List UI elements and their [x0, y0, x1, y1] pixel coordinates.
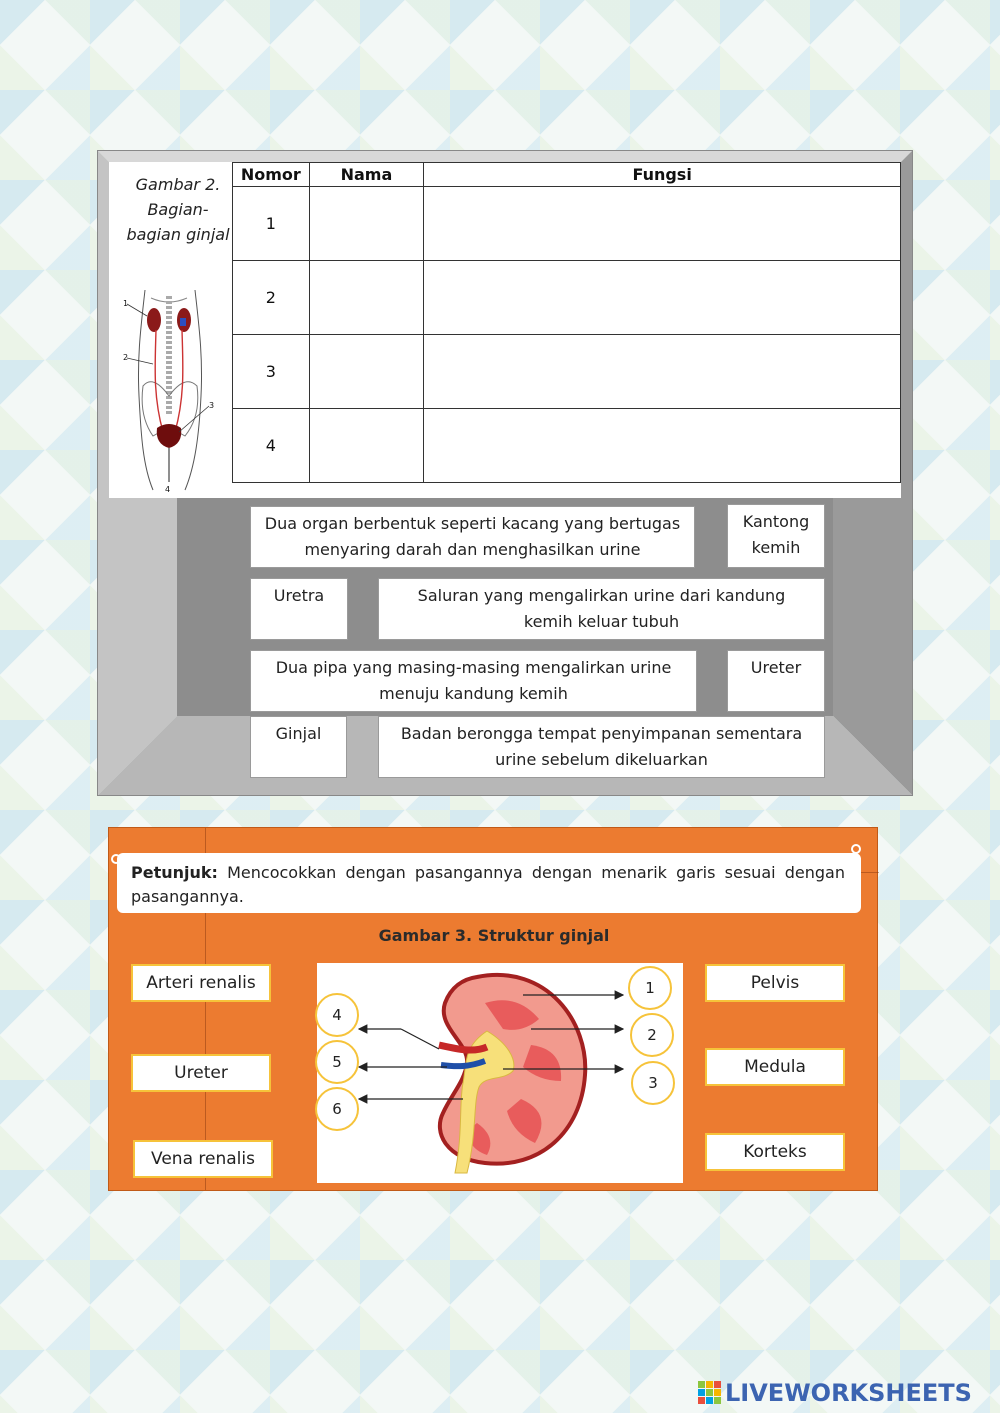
table-row [233, 409, 901, 483]
kidney-cross-section [317, 963, 683, 1183]
liveworksheets-logo [698, 1378, 972, 1408]
row-number: 2 [233, 261, 310, 335]
parts-table [232, 162, 901, 483]
number-circle-5: 5 [315, 1040, 359, 1084]
drop-zone-fungsi[interactable] [424, 335, 901, 409]
drag-card-ureter[interactable]: Ureter [727, 650, 825, 712]
drop-zone-nama[interactable] [309, 187, 424, 261]
diagram-label-3: 3 [209, 401, 215, 410]
label-korteks[interactable]: Korteks [705, 1133, 845, 1171]
label-vena-renalis[interactable]: Vena renalis [133, 1140, 273, 1178]
drag-card-desc-uretra[interactable]: Saluran yang mengalirkan urine dari kandung kemih keluar tubuh [378, 578, 825, 640]
drag-card-desc-ureter[interactable]: Dua pipa yang masing-masing mengalirkan urine menuju kandung kemih [250, 650, 697, 712]
diagram-label-2: 2 [123, 353, 129, 362]
table-row [233, 187, 901, 261]
label-arteri-renalis[interactable]: Arteri renalis [131, 964, 271, 1002]
drop-zone-fungsi[interactable] [424, 187, 901, 261]
instruction-label: Petunjuk: [131, 863, 218, 882]
drag-card-ginjal[interactable]: Ginjal [250, 716, 347, 778]
drop-zone-nama[interactable] [309, 335, 424, 409]
drop-zone-fungsi[interactable] [424, 261, 901, 335]
row-number: 3 [233, 335, 310, 409]
table-header-row [233, 163, 901, 187]
parts-panel [109, 162, 901, 498]
header-nama: Nama [309, 163, 424, 187]
drag-card-desc-kantong-kemih[interactable]: Badan berongga tempat penyimpanan sementara urine sebelum dikeluarkan [378, 716, 825, 778]
row-number: 1 [233, 187, 310, 261]
diagram-label-4: 4 [165, 485, 171, 494]
number-circle-2: 2 [630, 1013, 674, 1057]
instruction-scroll [117, 853, 861, 913]
drag-card-uretra[interactable]: Uretra [250, 578, 348, 640]
drop-zone-fungsi[interactable] [424, 409, 901, 483]
number-circle-6: 6 [315, 1087, 359, 1131]
drop-zone-nama[interactable] [309, 409, 424, 483]
liveworksheets-mark-icon [698, 1381, 722, 1405]
label-pelvis[interactable]: Pelvis [705, 964, 845, 1002]
header-nomor: Nomor [233, 163, 310, 187]
table-row [233, 335, 901, 409]
table-row [233, 261, 901, 335]
label-ureter[interactable]: Ureter [131, 1054, 271, 1092]
diagram-label-1: 1 [123, 299, 129, 308]
parts-frame [97, 150, 913, 796]
label-medula[interactable]: Medula [705, 1048, 845, 1086]
figure-caption: Gambar 2. Bagian-bagian ginjal [126, 175, 230, 244]
drag-card-kantong-kemih[interactable]: Kantong kemih [727, 504, 825, 568]
logo-text: LIVEWORKSHEETS [725, 1379, 972, 1407]
number-circle-4: 4 [315, 993, 359, 1037]
kidney-illustration [317, 963, 683, 1183]
drop-zone-nama[interactable] [309, 261, 424, 335]
figure-3-title: Gambar 3. Struktur ginjal [378, 926, 610, 945]
header-fungsi: Fungsi [424, 163, 901, 187]
number-circle-3: 3 [631, 1061, 675, 1105]
drag-card-desc-ginjal[interactable]: Dua organ berbentuk seperti kacang yang bertugas menyaring darah dan menghasilkan urine [250, 506, 695, 568]
urinary-system-diagram [123, 286, 215, 494]
number-circle-1: 1 [628, 966, 672, 1010]
instruction-text: Mencocokkan dengan pasangannya dengan menarik garis sesuai dengan pasangannya. [131, 863, 845, 906]
row-number: 4 [233, 409, 310, 483]
kidney-matching-panel [108, 827, 878, 1191]
